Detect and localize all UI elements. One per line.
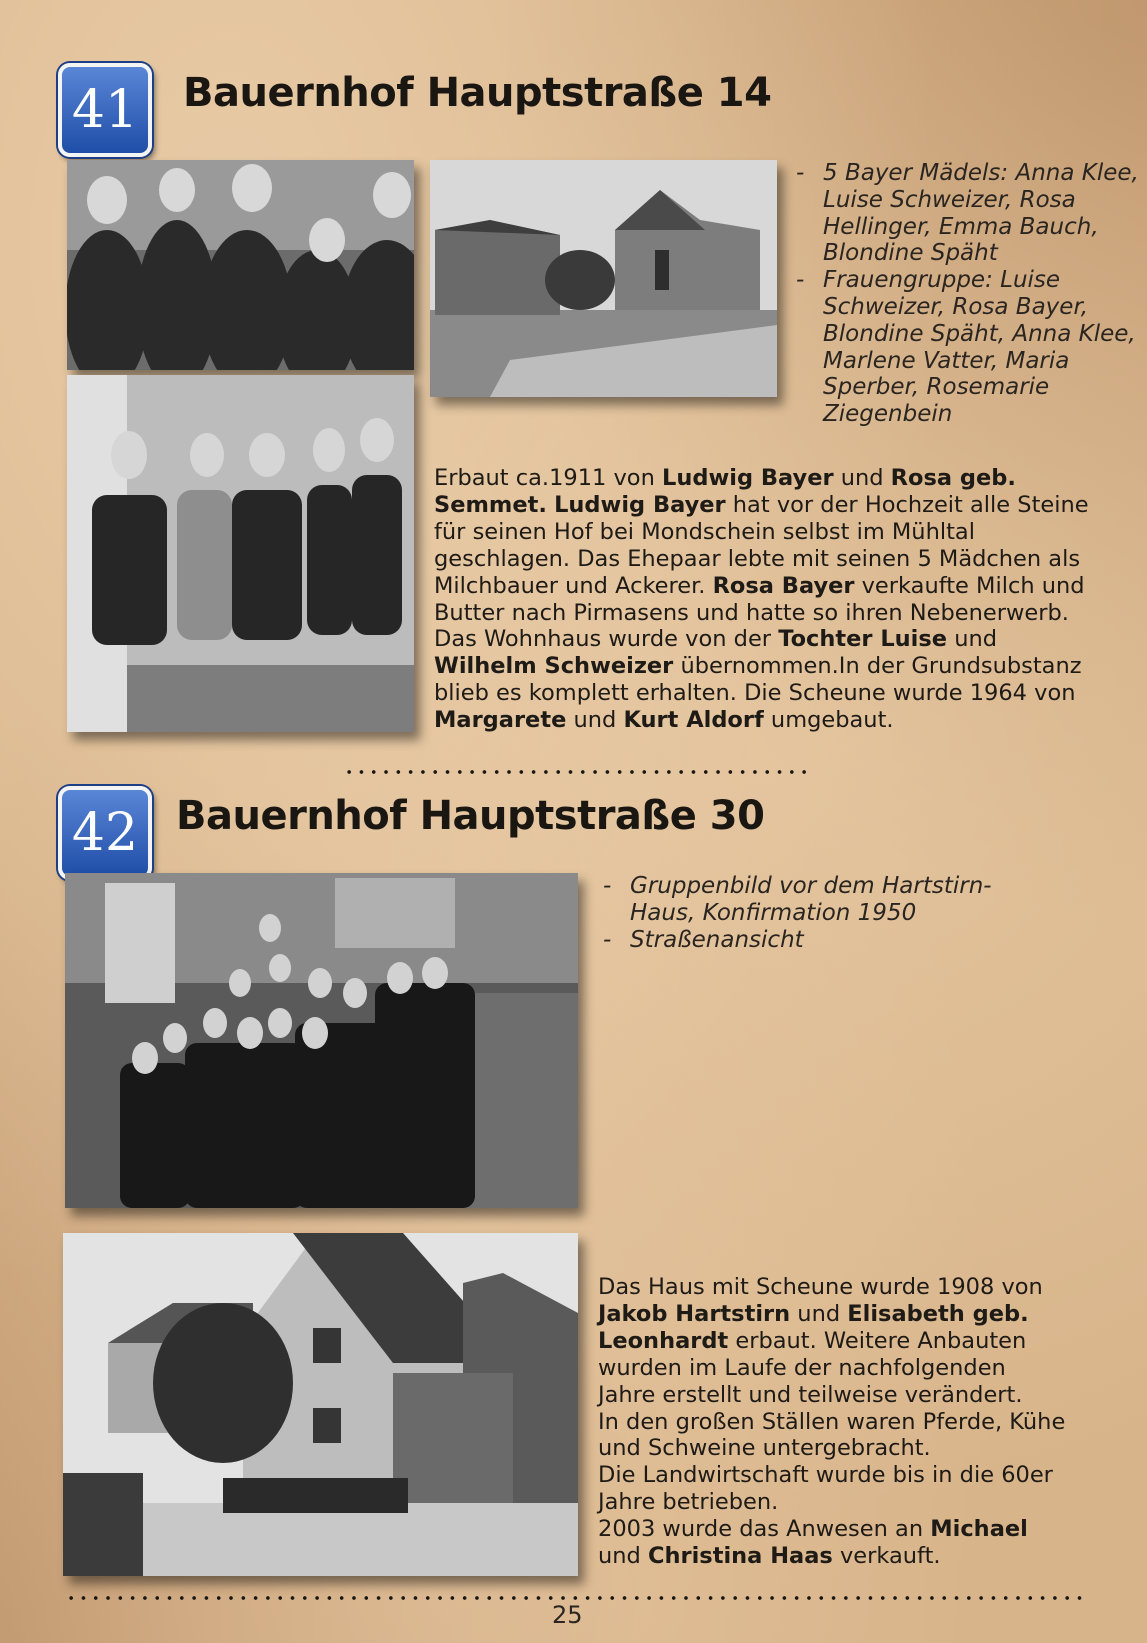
bold-name: Kurt Aldorf	[623, 707, 764, 734]
section-42-number-badge: 42	[58, 786, 152, 880]
text-run: Erbaut ca.1911 von	[434, 465, 662, 491]
text-run: In den großen Ställen waren Pferde, Kühe und Schweine untergebracht.	[598, 1408, 1066, 1462]
text-run	[547, 492, 554, 518]
photo-strassenansicht	[63, 1233, 578, 1576]
caption-item: - Frauengruppe: Luise Schweizer, Rosa Bayer, Blondine Späht, Anna Klee, Marlene Vatter, Maria Sperber, Rosemarie Ziegenbein	[796, 267, 1141, 428]
photo-farmhouse-hauptstrasse-14	[430, 160, 777, 397]
bold-name: Tochter Luise	[778, 626, 948, 653]
section-41-title: Bauernhof Hauptstraße 14	[183, 70, 772, 116]
bold-name: Elisabeth geb. Leonhardt	[598, 1300, 1029, 1354]
section-42-caption-list	[603, 873, 1053, 953]
text-run: und	[598, 1543, 648, 1570]
bold-name: Ludwig Bayer	[554, 491, 726, 518]
bold-name: Ludwig Bayer	[662, 465, 834, 491]
text-run: Die Landwirtschaft wurde bis in die 60er Jahre betrieben.	[598, 1462, 1053, 1516]
bold-name: Michael	[930, 1516, 1028, 1543]
text-run: und	[833, 465, 891, 491]
text-run: und	[566, 707, 624, 734]
text-run: erbaut. Weitere Anbauten wurden im Laufe der nachfolgenden Jahre erstellt und teilweise verändert.	[598, 1327, 1027, 1408]
section-42-title: Bauernhof Hauptstraße 30	[176, 793, 765, 839]
caption-item: - 5 Bayer Mädels: Anna Klee, Luise Schweizer, Rosa Hellinger, Emma Bauch, Blondine Späht	[796, 160, 1141, 267]
caption-item: - Straßenansicht	[603, 927, 1053, 954]
bold-name: Christina Haas	[647, 1543, 833, 1570]
bold-name: Rosa Bayer	[712, 572, 855, 599]
text-run: und	[947, 626, 998, 653]
text-run: verkauft.	[832, 1543, 941, 1570]
text-run: umgebaut.	[763, 707, 894, 734]
text-run: 2003 wurde das Anwesen an	[598, 1516, 931, 1543]
section-divider	[343, 769, 813, 775]
page-number: 25	[552, 1601, 583, 1629]
text-run: Das Haus mit Scheune wurde 1908 von	[598, 1274, 1043, 1300]
section-41-body-text	[434, 465, 1094, 734]
photo-konfirmation-group	[65, 873, 578, 1208]
photo-frauengruppe	[67, 375, 414, 732]
section-42-body-text	[598, 1274, 1068, 1570]
text-run: verkaufte Milch und Butter nach Pirmasens und hatte so ihren Nebenerwerb. Das Wohnhaus wurde von der	[434, 572, 1085, 653]
photo-five-bayer-girls	[67, 160, 414, 370]
bold-name: Jakob Hartstirn	[598, 1300, 791, 1327]
bold-name: Margarete	[434, 707, 567, 734]
bold-name: Wilhelm Schweizer	[434, 653, 674, 680]
text-run: und	[790, 1300, 848, 1327]
caption-item: - Gruppenbild vor dem Hartstirn-Haus, Konfirmation 1950	[603, 873, 1053, 927]
text-run: übernommen.In der Grundsubstanz blieb es komplett erhalten. Die Scheune wurde 1964 von	[434, 653, 1082, 707]
section-41-number-badge: 41	[58, 63, 152, 157]
section-41-caption-list	[796, 160, 1141, 428]
bold-name: Rosa geb. Semmet.	[434, 465, 1016, 518]
text-run: hat vor der Hochzeit alle Steine für seinen Hof bei Mondschein selbst im Mühltal geschlagen. Das Ehepaar lebte mit seinen 5 Mädchen als Milchbauer und Ackerer.	[434, 491, 1089, 599]
